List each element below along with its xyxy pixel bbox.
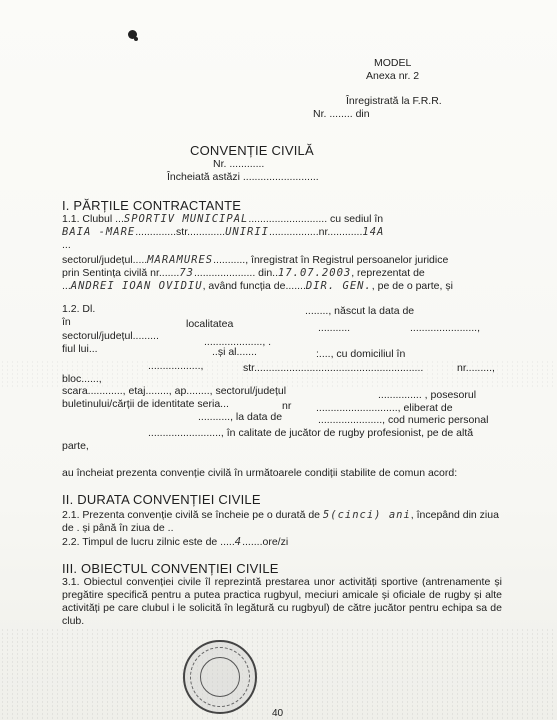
first-party-label: , pe de o parte, și (371, 280, 453, 292)
club-stamp (183, 640, 257, 714)
issued-by-label: ............................, eliberat de (316, 402, 453, 414)
function-handwritten: DIR. GEN. (305, 280, 372, 292)
dots: ... (62, 280, 71, 292)
holder-label: ............... , posesorul (378, 389, 477, 401)
in-label: în (62, 316, 71, 328)
county-handwritten: MARAMURES (147, 254, 214, 266)
section-heading: III. OBIECTUL CONVENȚIEI CIVILE (62, 561, 279, 576)
function-label: , având funcția de....... (202, 280, 306, 292)
club-label: 1.1. Clubul ... (62, 213, 124, 225)
duration-line (62, 509, 499, 522)
section-heading: II. DURATA CONVENȚIEI CIVILE (62, 492, 261, 507)
representative-name-handwritten: ANDREI IOAN OVIDIU (70, 280, 203, 292)
club-address-line (62, 226, 384, 239)
dots: ...................., . (204, 336, 272, 348)
start-label: , începând din ziua (410, 509, 499, 521)
sentence-line (62, 267, 425, 280)
hours-unit: .......ore/zi (242, 536, 289, 548)
player-county-label: sectorul/județul......... (62, 330, 159, 342)
block-label: bloc......, (62, 373, 102, 385)
working-time-label: 2.2. Timpul de lucru zilnic este de ..... (62, 536, 235, 548)
duration-handwritten: 5(cinci) ani (322, 509, 411, 521)
address-details-line: scara............, etaj........, ap........, sectorul/județul (62, 385, 287, 397)
duration-label: 2.1. Prezenta convenție civilă se încheie pe o durată de (62, 509, 320, 521)
scan-noise (0, 628, 557, 720)
dots: .................., (148, 360, 204, 372)
sentence-number-handwritten: 73 (179, 267, 194, 279)
birthdate-label: ........, născut la data de (305, 305, 415, 317)
annex-label: Anexa nr. 2 (366, 70, 420, 82)
locality-label: localitatea (186, 318, 234, 330)
club-line (62, 213, 383, 226)
registered-label: Înregistrată la F.R.R. (346, 95, 442, 107)
dots: ........... (318, 322, 351, 334)
street-label: ..............str............. (135, 226, 226, 238)
player-label: 1.2. Dl. (62, 303, 96, 315)
number-label: nr........., (457, 362, 495, 374)
represented-label: , reprezentat de (351, 267, 425, 279)
club-name-handwritten: SPORTIV MUNICIPAL (123, 213, 249, 225)
agreement-statement: au încheiat prezenta convenție civilă în următoarele condiții stabilite de comun acord: (62, 467, 458, 479)
document-title: CONVENȚIE CIVILĂ (190, 143, 314, 158)
other-party-label: parte, (62, 440, 89, 452)
period-line: de . și până în ziua de .. (62, 522, 174, 534)
dots-line: ... (62, 239, 71, 251)
domicile-label: :...., cu domiciliul în (316, 348, 406, 360)
section-heading: I. PĂRȚILE CONTRACTANTE (62, 198, 242, 213)
mother-label: ..și al....... (212, 346, 257, 358)
stamp-center (200, 657, 240, 697)
club-seat-label: ........................... cu sediul în (248, 213, 384, 225)
player-quality-line: ........................., în calitate de jucător de rugby profesionist, pe de altă (148, 427, 474, 439)
date-label: ..................... din.. (193, 267, 278, 279)
dots: ......................., (410, 322, 481, 334)
concluded-date: Încheiată astăzi .......................... (167, 171, 319, 183)
registration-number: Nr. ........ din (313, 108, 370, 120)
sentence-date-handwritten: 17.07.2003 (278, 267, 352, 279)
working-time-line (62, 536, 288, 549)
representative-line (62, 280, 453, 293)
issue-date-label: ..........., la data de (198, 411, 283, 423)
city-handwritten: BAIA -MARE (62, 226, 136, 238)
father-label: fiul lui... (62, 343, 98, 355)
id-card-label: buletinului/cărții de identitate seria... (62, 398, 229, 410)
personal-code-label: ......................, cod numeric personal (318, 414, 489, 426)
number-label: .................nr............ (269, 226, 363, 238)
convention-number: Nr. ............ (213, 158, 265, 170)
hours-handwritten: 4 (234, 536, 243, 548)
county-line (62, 254, 448, 267)
street-handwritten: UNIRII (225, 226, 270, 238)
street-number-handwritten: 14A (362, 226, 385, 238)
sentence-label: prin Sentința civilă nr....... (62, 267, 180, 279)
registry-text: ..........., înregistrat în Registrul persoanelor juridice (213, 254, 449, 266)
ink-smudge (134, 37, 138, 41)
id-number-label: nr (282, 400, 292, 412)
model-label: MODEL (374, 57, 412, 69)
object-paragraph: 3.1. Obiectul convenției civile îl reprezintă prestarea unor activități sportive (antrenamente și pregătire specifică pentru a putea practica rugbyul, meciuri amicale și oficiale de rugby și alte activități pe care clubul i le solicită în legătură cu rugbyul) de către jucător pentru echipa sa de club. (62, 576, 502, 627)
county-label: sectorul/județul..... (62, 254, 148, 266)
street-label: str.......................................................... (243, 362, 424, 374)
page-number: 40 (272, 708, 284, 719)
